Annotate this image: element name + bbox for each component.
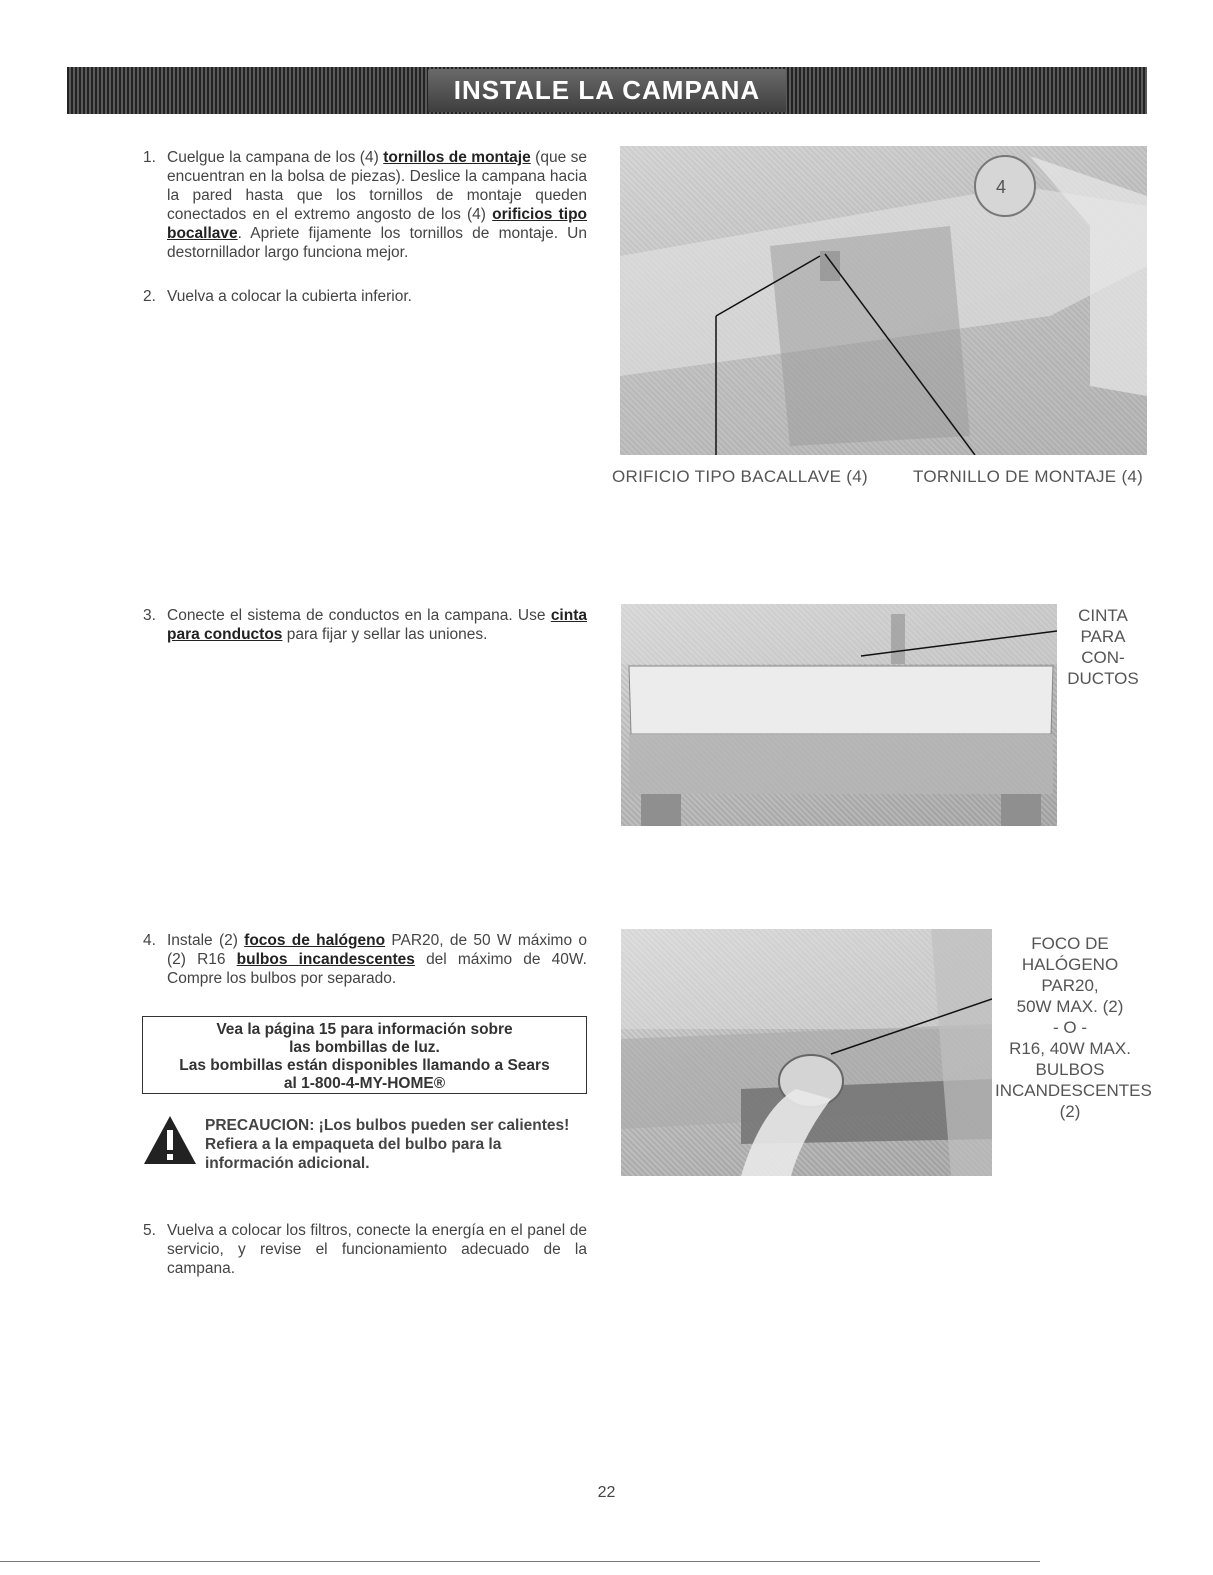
figure-label-line: FOCO DE [1031,934,1109,953]
step-text-segment: del máximo de 40W. Compre los bulbos por separado. [167,951,587,987]
page-number: 22 [597,1484,616,1501]
step-term: focos de halógeno [244,932,386,949]
step-text-segment: Instale (2) [167,932,245,949]
notice-line: al 1-800-4-MY-HOME® [283,1075,446,1092]
step-text-segment: Vuelva a colocar los filtros, conecte la energía en el panel de servicio, y revise el funcionamiento adecuado de la campana. [167,1222,587,1277]
figure-caption-keyhole: ORIFICIO TIPO BACALLAVE (4) [612,467,868,486]
svg-text:4: 4 [996,177,1007,197]
step-text-segment: Vuelva a colocar la cubierta inferior. [167,288,412,305]
figure-label-bulbs [995,933,1152,1122]
figure-label-line: PARA [1080,627,1126,646]
figure-label-line: R16, 40W MAX. [1009,1039,1131,1058]
step-text [167,287,587,306]
step-term: orificios tipo bocallave [167,206,588,242]
figure-label-line: 50W MAX. (2) [1016,997,1124,1016]
step-term: tornillos de montaje [383,149,531,166]
notice-line: Las bombillas están disponibles llamando a Sears [179,1057,550,1074]
figure-label-line: HALÓGENO [1021,955,1119,974]
figure-label-line: BULBOS [1035,1060,1105,1079]
step-text [167,148,587,262]
figure-bulb-drawing [621,929,992,1176]
warning-triangle-icon [142,1114,198,1166]
step-4 [143,931,587,988]
figure-label-line: INCANDESCENTES [995,1081,1152,1100]
step-term: cinta para conductos [167,607,587,643]
figure-bulb-photo [621,929,992,1176]
figure-label-line: (2) [1059,1102,1081,1121]
step-text [167,931,587,988]
step-1 [143,148,588,262]
step-text-segment: Cuelgue la campana de los (4) [167,149,384,166]
step-number: 4. [143,932,156,949]
figure-label-line: PAR20, [1041,976,1099,995]
figure-label-duct-tape [1058,605,1148,689]
section-title: INSTALE LA CAMPANA [428,69,786,112]
step-number: 3. [143,607,156,624]
step-3 [143,606,587,644]
bulb-info-notice [142,1016,587,1094]
step-number: 5. [143,1222,156,1239]
step-text-segment: (que se encuentran en la bolsa de piezas). Deslice la campana hacia la pared hasta que los tornillos de montaje queden conectados en el extremo angosto de los (4) [167,149,588,223]
footer-divider [0,1561,1040,1562]
figure-duct-tape-drawing [621,604,1057,826]
step-number: 2. [143,288,156,305]
step-2 [143,287,587,306]
figure-label-line: - O - [1053,1018,1087,1037]
notice-line: las bombillas de luz. [289,1039,440,1056]
figure-label-line: CINTA [1078,606,1128,625]
step-text [167,606,587,644]
step-text-segment: para fijar y sellar las uniones. [282,626,488,643]
caution-text: PRECAUCION: ¡Los bulbos pueden ser calientes! Refiera a la empaqueta del bulbo para la información adicional. [205,1117,570,1172]
step-text-segment: . Apriete fijamente los tornillos de montaje. Un destornillador largo funciona mejor. [167,225,587,261]
figure-label-line: DUCTOS [1067,669,1139,688]
notice-line: Vea la página 15 para información sobre [216,1021,513,1038]
section-banner [67,67,1147,114]
figure-mounting-drawing [620,146,1147,455]
figure-label-line: CON- [1081,648,1125,667]
step-text-segment: Conecte el sistema de conductos en la campana. Use [167,607,551,624]
figure-duct-tape-photo [621,604,1057,826]
figure-mounting-photo [620,146,1147,455]
step-number: 1. [143,149,156,166]
step-5 [143,1221,587,1278]
step-text-segment: PAR20, de 50 W máximo o (2) R16 [167,932,587,968]
step-text [167,1221,587,1278]
figure-caption-screw: TORNILLO DE MONTAJE (4) [913,467,1144,486]
step-term: bulbos incandescentes [236,951,415,968]
